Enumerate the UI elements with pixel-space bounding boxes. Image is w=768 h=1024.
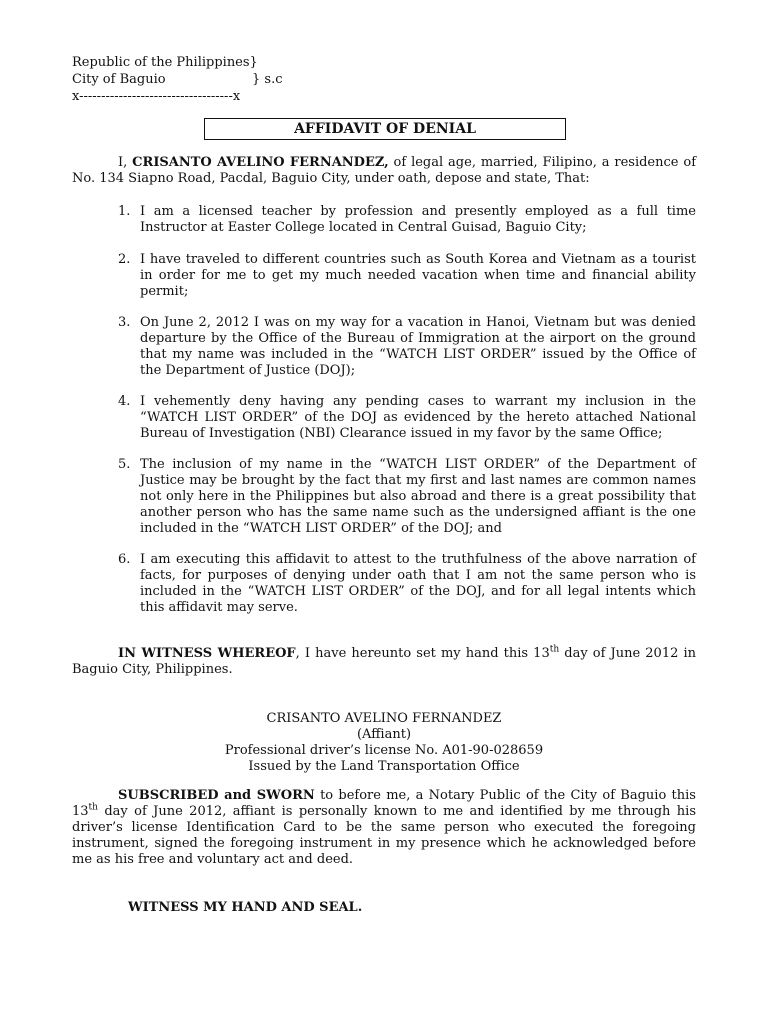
item-text: I am a licensed teacher by profession and presently employed as a full time Instructor at Easter College located in Central Guisad, Baguio City;	[140, 204, 696, 235]
venue-separator: x-----------------------------------x	[72, 89, 241, 104]
intro-post: of legal age, married, Filipino, a residence of No. 134 Siapno Road, Pacdal, Baguio City, under oath, depose and state, That:	[72, 155, 697, 186]
item-text: The inclusion of my name in the “WATCH LIST ORDER” of the Department of Justice may be brought by the fact that my first and last names are common names not only here in the Philippines but also abroad and there is a great possibility that another person who has the same name such as the undersigned affiant is the one included in the “WATCH LIST ORDER” of the DOJ; and	[140, 457, 696, 536]
witness-pre: , I have hereunto set my hand this 13	[295, 646, 550, 661]
intro-pre: I,	[118, 155, 133, 170]
jurat-pre: to before me, a Notary Public of the City of Baguio this 13	[72, 788, 696, 819]
witness-post: day of June 2012 in Baguio City, Philippines.	[72, 646, 696, 677]
list-item	[72, 315, 696, 379]
list-item	[72, 204, 696, 236]
venue-block	[72, 55, 283, 106]
jurat-post: day of June 2012, affiant is personally known to me and identified by me through his driver’s license Identification Card to be the same person who executed the foregoing instrument, signed the foregoing instrument in my presence which he acknowledged before me as his free and voluntary act and deed.	[72, 804, 696, 867]
item-number: 6.	[118, 552, 131, 567]
intro-paragraph	[72, 155, 696, 187]
jurat-ordinal: th	[88, 802, 98, 813]
item-text: I have traveled to different countries such as South Korea and Vietnam as a tourist in order for me to get my much needed vacation when time and financial ability permit;	[140, 252, 696, 299]
item-number: 5.	[118, 457, 131, 472]
witness-paragraph	[72, 646, 696, 678]
venue-city: City of Baguio	[72, 72, 166, 87]
item-text: On June 2, 2012 I was on my way for a vacation in Hanoi, Vietnam but was denied departure by the Office of the Bureau of Immigration at the airport on the ground that my name was included in the “WATCH LIST ORDER” issued by the Office of the Department of Justice (DOJ);	[140, 315, 696, 378]
list-item	[72, 252, 696, 300]
jurat-paragraph	[72, 788, 696, 868]
venue-republic: Republic of the Philippines}	[72, 55, 258, 70]
affiant-name-intro: CRISANTO AVELINO FERNANDEZ,	[132, 155, 389, 170]
item-number: 4.	[118, 394, 131, 409]
item-number: 1.	[118, 204, 131, 219]
venue-city-row	[72, 72, 283, 89]
affiant-name: CRISANTO AVELINO FERNANDEZ	[266, 711, 502, 726]
item-text: I am executing this affidavit to attest to the truthfulness of the above narration of facts, for purposes of denying under oath that I am not the same person who is included in the “WATCH LIST ORDER” of the DOJ, and for all legal intents which this affidavit may serve.	[140, 552, 696, 615]
item-number: 2.	[118, 252, 131, 267]
witness-hand-seal: WITNESS MY HAND AND SEAL.	[128, 900, 363, 915]
list-item	[72, 457, 696, 537]
witness-lead: IN WITNESS WHEREOF	[118, 646, 296, 661]
affiant-issued-by: Issued by the Land Transportation Office	[248, 759, 520, 774]
statement-list	[72, 204, 696, 616]
affiant-role: (Affiant)	[356, 727, 412, 742]
venue-sc: } s.c	[252, 72, 283, 87]
document-title: AFFIDAVIT OF DENIAL	[204, 118, 566, 140]
item-number: 3.	[118, 315, 131, 330]
list-item	[72, 552, 696, 616]
affiant-license: Professional driver’s license No. A01-90-028659	[224, 743, 544, 758]
list-item	[72, 394, 696, 442]
witness-ordinal: th	[549, 644, 560, 655]
jurat-lead: SUBSCRIBED and SWORN	[118, 788, 315, 803]
item-text: I vehemently deny having any pending cases to warrant my inclusion in the “WATCH LIST ORDER” of the DOJ as evidenced by the hereto attached National Bureau of Investigation (NBI) Clearance issued in my favor by the same Office;	[140, 394, 696, 441]
affiant-block	[72, 711, 696, 775]
